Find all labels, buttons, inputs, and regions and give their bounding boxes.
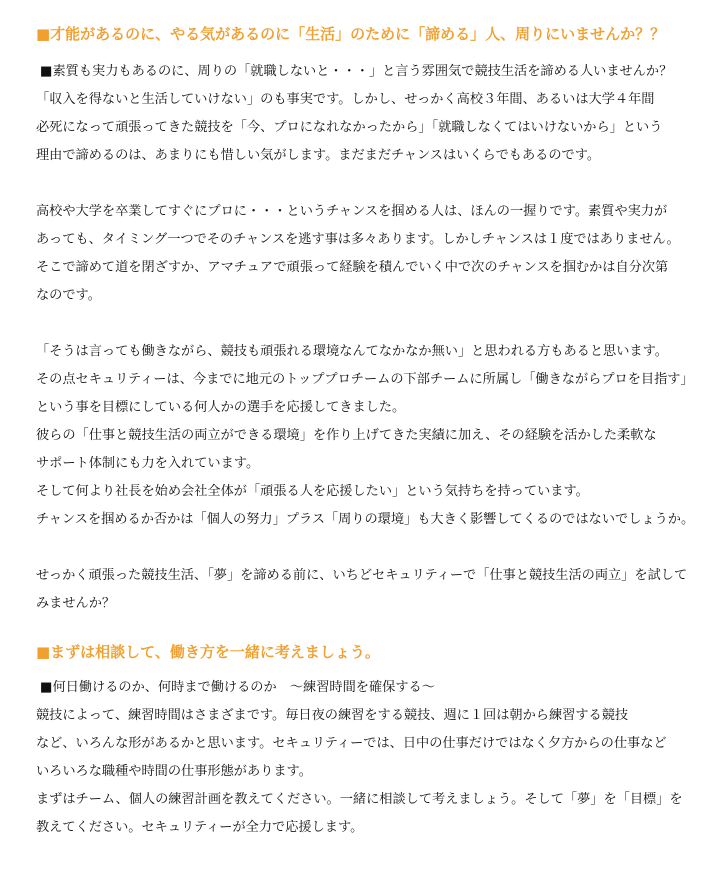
paragraph-line: 教えてください。セキュリティーが全力で応援します。 — [36, 820, 364, 835]
paragraph-line: そこで諦めて道を閉ざすか、アマチュアで頑張って経験を積んでいく中で次のチャンスを掴むかは自分次第 — [36, 260, 669, 275]
paragraph-line: チャンスを掴めるか否かは「個人の努力」プラス「周りの環境」も大きく影響してくるのではないでしょうか。 — [36, 512, 695, 527]
paragraph-line: ■何日働けるのか、何時まで働けるのか ～練習時間を確保する～ — [40, 680, 435, 695]
paragraph-line: なのです。 — [36, 288, 101, 303]
paragraph-line: みませんか？ — [36, 596, 116, 611]
paragraph-line: ■素質も実力もあるのに、周りの「就職しないと・・・」と言う雰囲気で競技生活を諦める人いませんか？ — [40, 64, 673, 79]
paragraph-line: 競技によって、練習時間はさまざまです。毎日夜の練習をする競技、週に１回は朝から練習する競技 — [36, 708, 629, 723]
paragraph-line: という事を目標にしている何人かの選手を応援してきました。 — [36, 400, 406, 415]
paragraph-line: 「そうは言っても働きながら、競技も頑張れる環境なんてなかなか無い」と思われる方もあると思います。 — [36, 344, 668, 359]
section-heading-talent: ■才能があるのに、やる気があるのに「生活」のために「諦める」人、周りにいませんか？？ — [36, 25, 666, 43]
paragraph-line: 高校や大学を卒業してすぐにプロに・・・というチャンスを掴める人は、ほんの一握りです。素質や実力が — [36, 204, 668, 219]
paragraph-line: など、いろんな形があるかと思います。セキュリティーでは、日中の仕事だけではなく夕方からの仕事など — [36, 736, 667, 751]
paragraph-line: 「収入を得ないと生活していけない」のも事実です。しかし、せっかく高校３年間、あるいは大学４年間 — [36, 92, 655, 107]
paragraph-line: せっかく頑張った競技生活、「夢」を諦める前に、いちどセキュリティーで「仕事と競技生活の両立」を試して — [36, 568, 688, 583]
paragraph-line: その点セキュリティーは、今までに地元のトッププロチームの下部チームに所属し「働きながらプロを目指す」 — [36, 372, 694, 387]
paragraph-line: 彼らの「仕事と競技生活の両立ができる環境」を作り上げてきた実績に加え、その経験を活かした柔軟な — [36, 428, 657, 443]
section-heading-consult: ■まずは相談して、働き方を一緒に考えましょう。 — [36, 643, 380, 661]
paragraph-line: まずはチーム、個人の練習計画を教えてください。一緒に相談して考えましょう。そして「夢」を「目標」を — [36, 792, 683, 807]
paragraph-line: 理由で諦めるのは、あまりにも惜しい気がします。まだまだチャンスはいくらでもあるのです。 — [36, 148, 601, 163]
paragraph-line: サポート体制にも力を入れています。 — [36, 456, 260, 471]
paragraph-line: 必死になって頑張ってきた競技を「今、プロになれなかったから」「就職しなくてはいけないから」という — [36, 120, 663, 135]
paragraph-line: あっても、タイミング一つでそのチャンスを逃す事は多々あります。しかしチャンスは１度ではありません。 — [36, 232, 680, 247]
paragraph-line: そして何より社長を始め会社全体が「頑張る人を応援したい」という気持ちを持っています。 — [36, 484, 589, 499]
paragraph-line: いろいろな職種や時間の仕事形態があります。 — [36, 764, 312, 779]
